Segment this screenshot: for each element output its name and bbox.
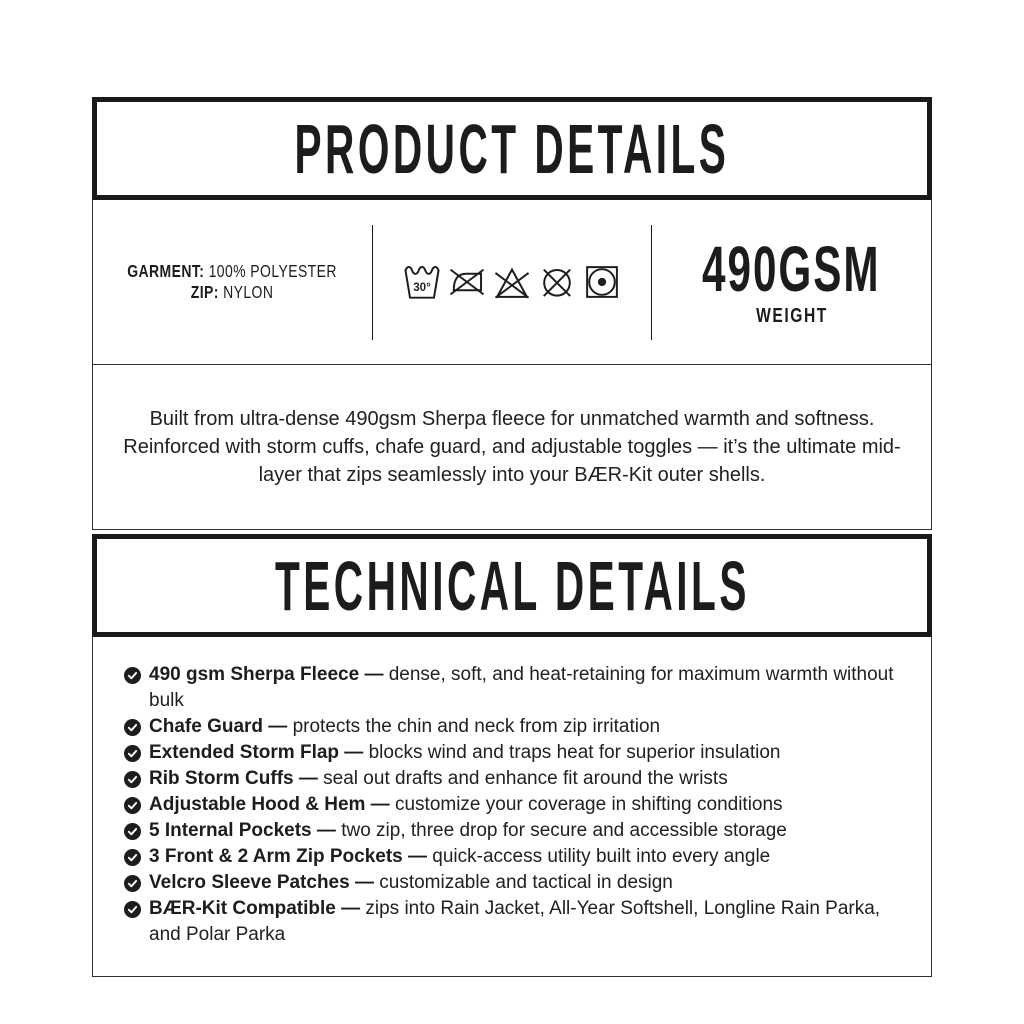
technical-detail-item bbox=[112, 714, 911, 740]
feature-description: blocks wind and traps heat for superior insulation bbox=[368, 742, 781, 763]
weight-value: 490GSM bbox=[702, 232, 881, 305]
product-specs-row bbox=[92, 200, 932, 365]
technical-detail-item bbox=[112, 896, 911, 948]
technical-detail-item bbox=[112, 766, 911, 792]
zip-label: ZIP: bbox=[191, 282, 220, 302]
feature-description: protects the chin and neck from zip irritation bbox=[292, 716, 661, 737]
feature-name: 490 gsm Sherpa Fleece — bbox=[149, 664, 384, 685]
garment-specs bbox=[127, 261, 337, 303]
technical-detail-item bbox=[112, 662, 911, 714]
do-not-dry-clean-icon bbox=[537, 263, 577, 301]
product-details-title: PRODUCT DETAILS bbox=[294, 109, 730, 188]
technical-details-title: TECHNICAL DETAILS bbox=[274, 546, 750, 625]
feature-name: BÆR-Kit Compatible — bbox=[149, 898, 361, 919]
zip-spec-line bbox=[127, 282, 337, 303]
svg-text:30°: 30° bbox=[413, 282, 431, 295]
feature-name: Chafe Guard — bbox=[149, 716, 288, 737]
feature-description: customize your coverage in shifting conditions bbox=[394, 794, 783, 815]
garment-specs-column bbox=[93, 200, 372, 364]
feature-description: customizable and tactical in design bbox=[379, 872, 673, 893]
check-circle-icon bbox=[124, 900, 141, 926]
garment-value: 100% POLYESTER bbox=[208, 261, 338, 281]
weight-column bbox=[652, 200, 931, 364]
tumble-dry-normal-icon bbox=[582, 263, 622, 301]
feature-description: zips into Rain Jacket, All-Year Softshell, Longline Rain Parka, and Polar Parka bbox=[149, 898, 881, 945]
do-not-iron-icon bbox=[447, 263, 487, 301]
weight-label: WEIGHT bbox=[755, 304, 828, 327]
technical-detail-item bbox=[112, 870, 911, 896]
garment-label: GARMENT: bbox=[127, 261, 205, 281]
technical-detail-item bbox=[112, 844, 911, 870]
feature-name: 3 Front & 2 Arm Zip Pockets — bbox=[149, 846, 428, 867]
garment-spec-line bbox=[127, 261, 337, 282]
technical-details-section bbox=[92, 637, 932, 977]
feature-description: quick-access utility built into every angle bbox=[432, 846, 771, 867]
feature-description: dense, soft, and heat-retaining for maximum warmth without bulk bbox=[149, 664, 894, 711]
feature-name: Extended Storm Flap — bbox=[149, 742, 364, 763]
do-not-bleach-icon bbox=[492, 263, 532, 301]
technical-detail-item bbox=[112, 792, 911, 818]
technical-details-list bbox=[112, 662, 911, 948]
check-circle-icon bbox=[124, 666, 141, 692]
feature-name: Rib Storm Cuffs — bbox=[149, 768, 318, 789]
product-details-header bbox=[92, 97, 932, 200]
feature-description: two zip, three drop for secure and accessible storage bbox=[341, 820, 787, 841]
technical-detail-item bbox=[112, 818, 911, 844]
zip-value: NYLON bbox=[223, 282, 274, 302]
feature-name: Adjustable Hood & Hem — bbox=[149, 794, 390, 815]
sheet bbox=[92, 97, 932, 977]
feature-name: 5 Internal Pockets — bbox=[149, 820, 336, 841]
machine-wash-30-icon bbox=[402, 263, 442, 301]
feature-description: seal out drafts and enhance fit around the wrists bbox=[323, 768, 728, 789]
product-description-section bbox=[92, 365, 932, 530]
feature-name: Velcro Sleeve Patches — bbox=[149, 872, 374, 893]
product-description: Built from ultra-dense 490gsm Sherpa fleece for unmatched warmth and softness. Reinforced with storm cuffs, chafe guard, and adjustable toggles — it’s the ultimate mid-layer that zips seamlessly into your BÆR-Kit outer shells. bbox=[123, 408, 901, 486]
care-symbols bbox=[402, 263, 622, 301]
technical-details-header bbox=[92, 534, 932, 637]
care-symbols-column bbox=[373, 200, 652, 364]
technical-detail-item bbox=[112, 740, 911, 766]
